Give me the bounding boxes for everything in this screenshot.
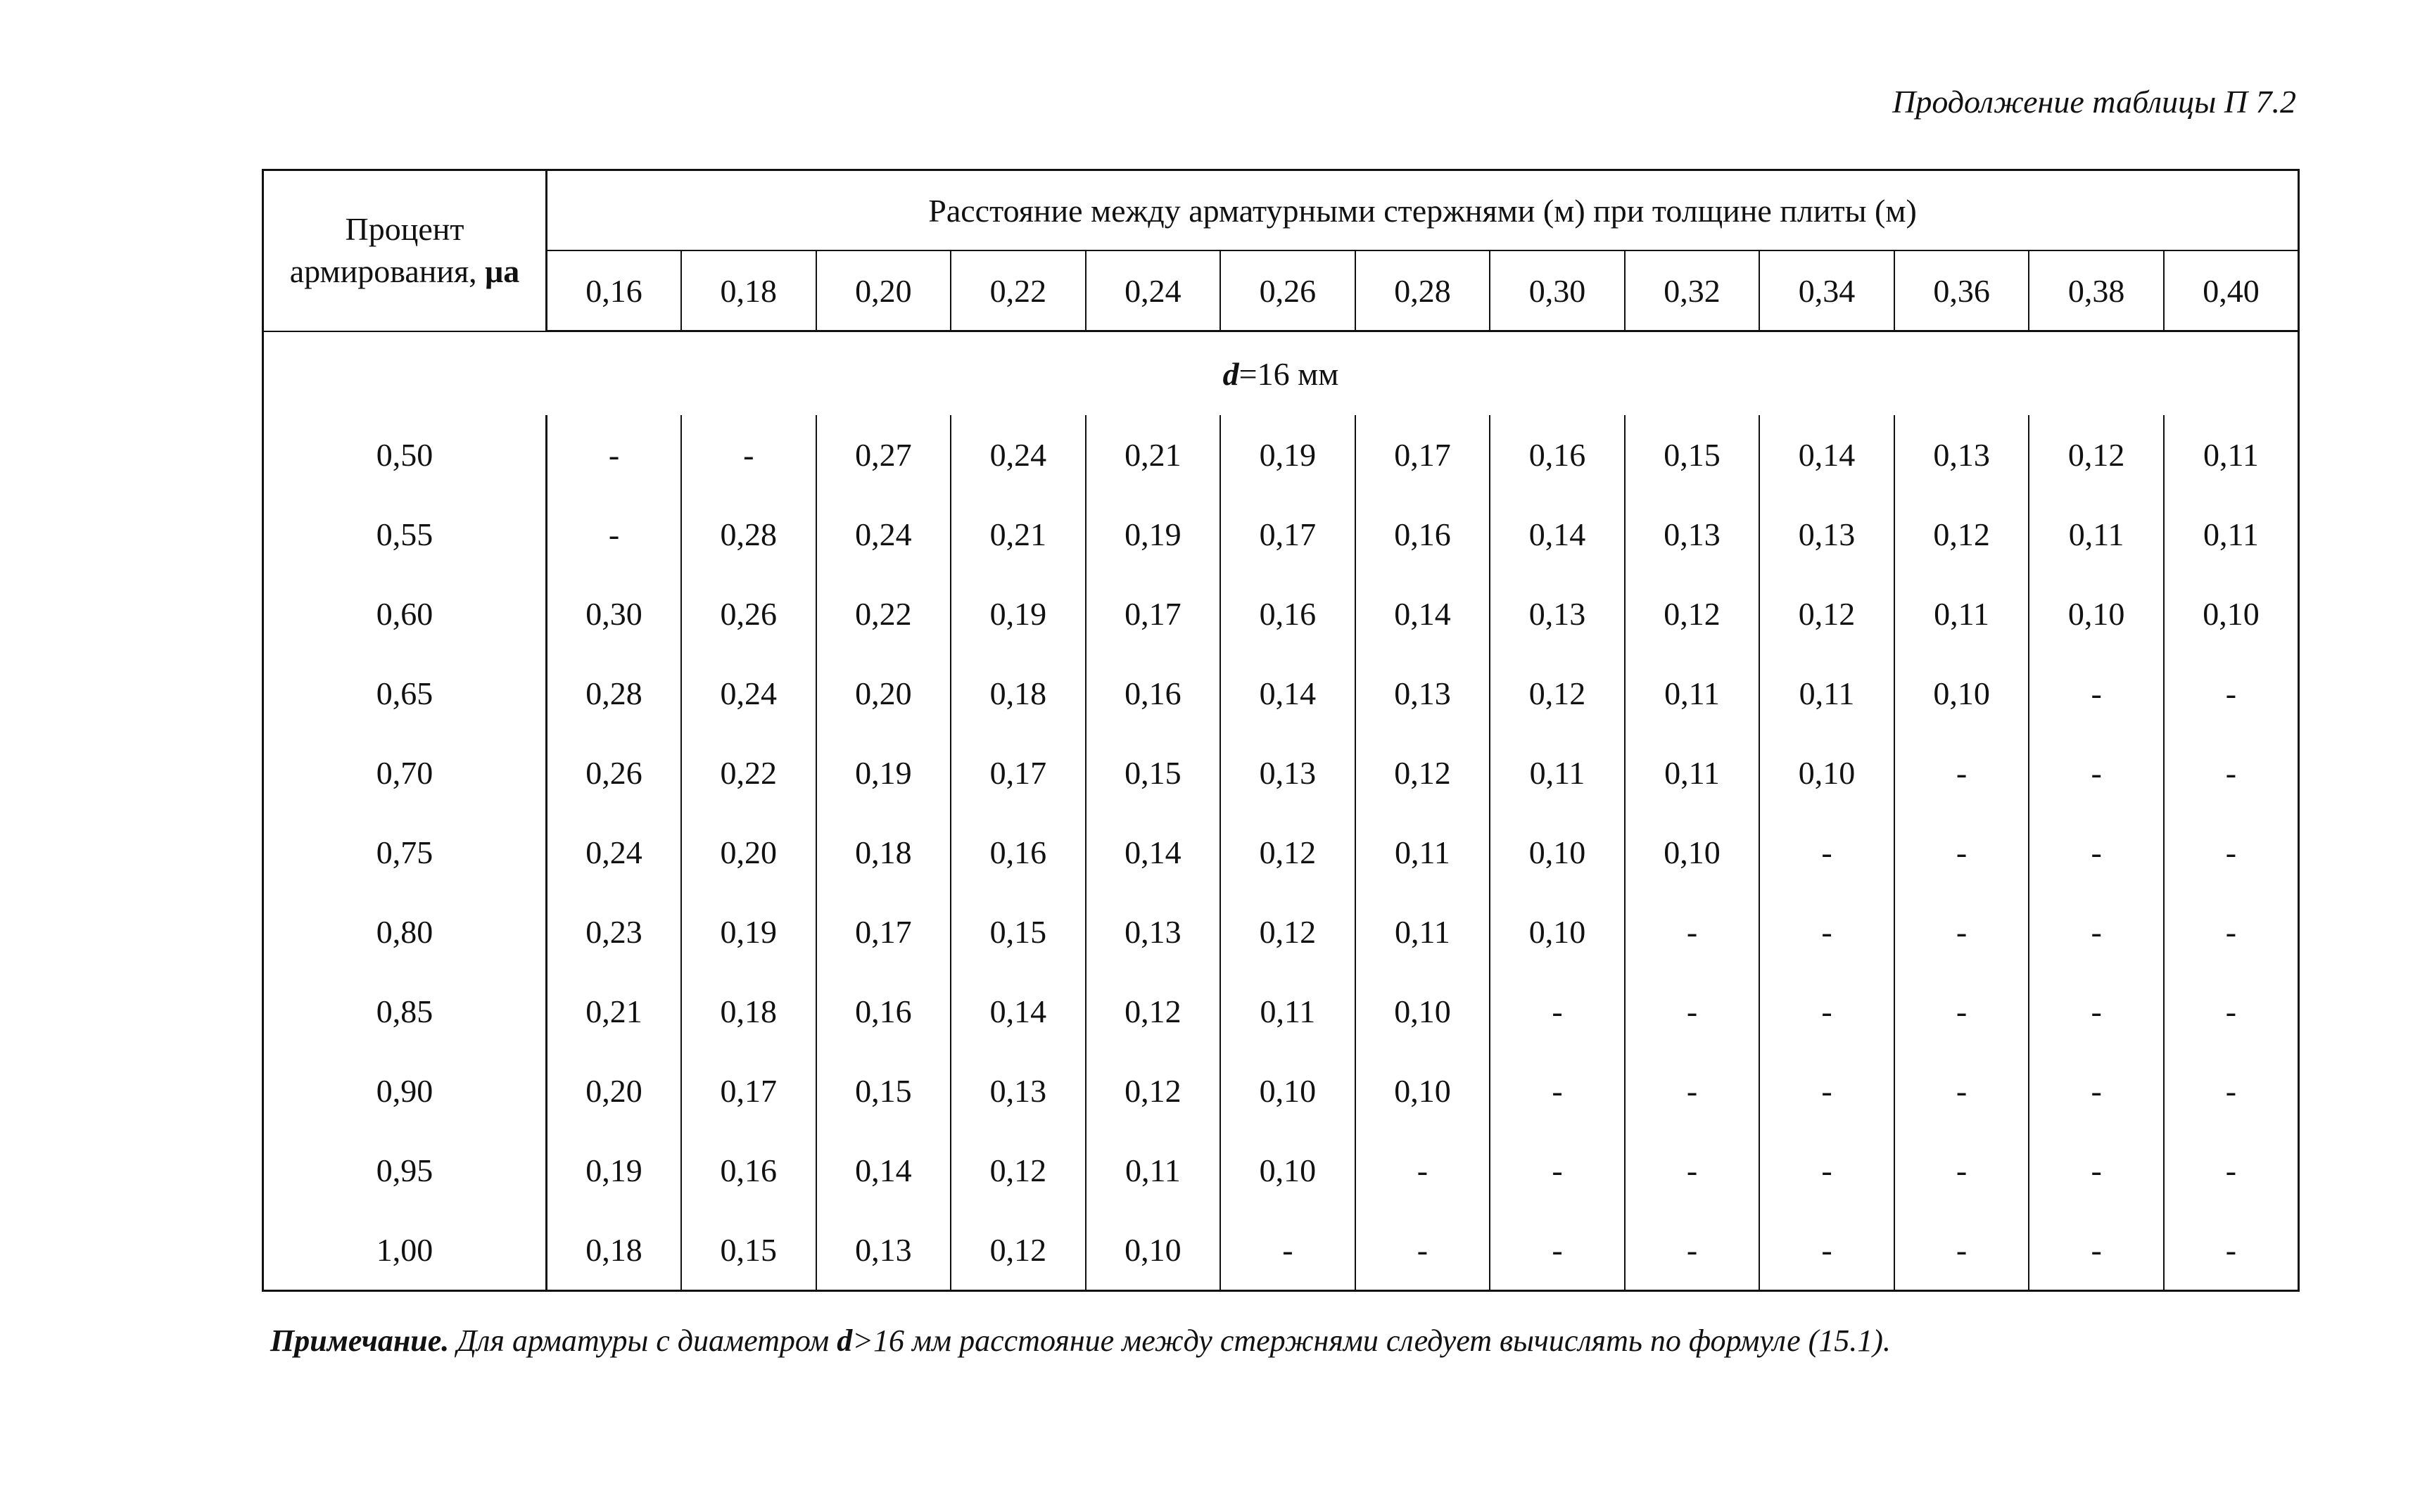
spacing-value-cell: 0,10 — [1086, 1210, 1221, 1291]
spacing-value-cell: 0,11 — [1759, 654, 1894, 733]
spacing-value-cell: 0,15 — [1625, 415, 1760, 495]
footnote-symbol: d — [837, 1323, 853, 1358]
spacing-value-cell: 0,19 — [1220, 415, 1355, 495]
spacing-value-cell: 0,12 — [2029, 415, 2164, 495]
spacing-value-cell: 0,19 — [816, 733, 951, 813]
spacing-value-cell: 0,17 — [681, 1051, 816, 1131]
spacing-value-cell: - — [1625, 892, 1760, 972]
spacing-value-cell: 0,11 — [1625, 733, 1760, 813]
spacing-value-cell: 0,19 — [951, 574, 1086, 654]
spacing-value-cell: - — [681, 415, 816, 495]
spacing-value-cell: 0,16 — [1220, 574, 1355, 654]
spacing-value-cell: 0,17 — [816, 892, 951, 972]
spacing-value-cell: 0,15 — [681, 1210, 816, 1291]
spacing-value-cell: 0,12 — [1220, 892, 1355, 972]
footnote-text-before: Для арматуры с диаметром — [449, 1323, 837, 1358]
spacing-value-cell: - — [1355, 1131, 1490, 1210]
spacing-value-cell: 0,10 — [1220, 1051, 1355, 1131]
spacing-value-cell: 0,16 — [681, 1131, 816, 1210]
table-row — [263, 1210, 2299, 1291]
spacing-value-cell: 0,12 — [1355, 733, 1490, 813]
spacing-value-cell: - — [2225, 1152, 2237, 1188]
spacing-value-cell: 0,10 — [2029, 574, 2164, 654]
spacing-value-cell: 0,21 — [951, 495, 1086, 574]
thickness-header-cell: 0,22 — [951, 250, 1086, 331]
spacing-value-cell: 0,10 — [1759, 733, 1894, 813]
spacing-value-cell: - — [1220, 1210, 1355, 1291]
spacing-value-cell: - — [1625, 1210, 1760, 1291]
spacing-value-cell: 0,14 — [951, 972, 1086, 1051]
footnote-text-after: >16 мм расстояние между стержнями следует вычислять по формуле (15.1). — [852, 1323, 1891, 1358]
percent-header-line1: Процент — [345, 211, 464, 248]
spacing-value-cell: 0,14 — [1220, 654, 1355, 733]
spacing-value-cell: - — [1894, 1131, 2029, 1210]
spacing-value-cell: - — [2225, 914, 2237, 950]
spacing-value-cell: 0,10 — [2203, 596, 2260, 632]
table-row — [263, 415, 2299, 495]
section-text: =16 мм — [1238, 355, 1339, 392]
thickness-header-cell: 0,36 — [1894, 250, 2029, 331]
spacing-value-cell: 0,11 — [1894, 574, 2029, 654]
footnote — [270, 1323, 1891, 1359]
spacing-value-cell: 0,16 — [1490, 415, 1625, 495]
spacing-value-cell: 0,20 — [681, 813, 816, 892]
percent-cell: 0,70 — [263, 733, 547, 813]
spacing-value-cell: 0,12 — [951, 1210, 1086, 1291]
spacing-value-cell: - — [2225, 675, 2237, 711]
percent-cell: 0,50 — [263, 415, 547, 495]
spacing-value-cell: - — [547, 415, 682, 495]
footnote-label: Примечание. — [270, 1323, 450, 1358]
spacing-value-cell: - — [1759, 892, 1894, 972]
spacing-value-cell: 0,16 — [1355, 495, 1490, 574]
spacing-value-cell: 0,20 — [816, 654, 951, 733]
table-row — [263, 813, 2299, 892]
thickness-header-cell: 0,16 — [547, 250, 682, 331]
spacing-value-cell: 0,17 — [1086, 574, 1221, 654]
spacing-value-cell: 0,13 — [816, 1210, 951, 1291]
spacing-value-cell: 0,11 — [2029, 495, 2164, 574]
spacing-value-cell: 0,14 — [1490, 495, 1625, 574]
spacing-value-cell: 0,15 — [1086, 733, 1221, 813]
thickness-header-cell: 0,26 — [1220, 250, 1355, 331]
thickness-header-cell: 0,30 — [1490, 250, 1625, 331]
table-row — [263, 1051, 2299, 1131]
spacing-value-cell: - — [2225, 1232, 2237, 1268]
table-continuation-caption: Продолжение таблицы П 7.2 — [1892, 84, 2296, 120]
thickness-header-cell: 0,38 — [2029, 250, 2164, 331]
spacing-value-cell: 0,12 — [1086, 1051, 1221, 1131]
spacing-value-cell: 0,16 — [816, 972, 951, 1051]
percent-cell: 0,55 — [263, 495, 547, 574]
spacing-value-cell: 0,11 — [2203, 437, 2259, 473]
spacing-value-cell: 0,11 — [1625, 654, 1760, 733]
percent-cell: 0,80 — [263, 892, 547, 972]
percent-cell: 0,75 — [263, 813, 547, 892]
spacing-value-cell: - — [547, 495, 682, 574]
table-row — [263, 654, 2299, 733]
spacing-value-cell: 0,28 — [547, 654, 682, 733]
thickness-header-row — [263, 250, 2299, 331]
spacing-value-cell: 0,16 — [951, 813, 1086, 892]
section-symbol: d — [1222, 355, 1239, 392]
spacing-value-cell: 0,18 — [547, 1210, 682, 1291]
spacing-value-cell: 0,23 — [547, 892, 682, 972]
percent-column-header — [263, 170, 547, 331]
spacing-value-cell: - — [1625, 1131, 1760, 1210]
spacing-value-cell: 0,15 — [816, 1051, 951, 1131]
spacing-value-cell: 0,14 — [1086, 813, 1221, 892]
spacing-value-cell: 0,13 — [951, 1051, 1086, 1131]
spacing-value-cell: 0,13 — [1220, 733, 1355, 813]
spacing-value-cell: - — [1894, 892, 2029, 972]
spacing-value-cell: - — [2225, 993, 2237, 1029]
section-label — [263, 331, 2299, 416]
spacing-span-header: Расстояние между арматурными стержнями (м) при толщине плиты (м) — [547, 170, 2299, 251]
spacing-value-cell: 0,13 — [1355, 654, 1490, 733]
spacing-value-cell: 0,28 — [681, 495, 816, 574]
spacing-value-cell: 0,11 — [1490, 733, 1625, 813]
spacing-value-cell: 0,19 — [681, 892, 816, 972]
spacing-value-cell: 0,17 — [1220, 495, 1355, 574]
thickness-header-cell: 0,20 — [816, 250, 951, 331]
spacing-value-cell: 0,13 — [1759, 495, 1894, 574]
percent-cell: 0,90 — [263, 1051, 547, 1131]
spacing-value-cell: 0,13 — [1894, 415, 2029, 495]
spacing-value-cell: 0,11 — [1355, 892, 1490, 972]
table-row — [263, 574, 2299, 654]
mu-symbol: μа — [485, 253, 520, 290]
spacing-value-cell: 0,22 — [816, 574, 951, 654]
spacing-value-cell: 0,10 — [1894, 654, 2029, 733]
spacing-value-cell: 0,11 — [1086, 1131, 1221, 1210]
spacing-value-cell: - — [1490, 1051, 1625, 1131]
spacing-value-cell: 0,10 — [1625, 813, 1760, 892]
spacing-value-cell: - — [1355, 1210, 1490, 1291]
spacing-value-cell: 0,30 — [547, 574, 682, 654]
thickness-header-cell: 0,18 — [681, 250, 816, 331]
spacing-value-cell: - — [1894, 1051, 2029, 1131]
spacing-value-cell: - — [1490, 1131, 1625, 1210]
spacing-value-cell: - — [1625, 972, 1760, 1051]
spacing-value-cell: 0,10 — [1220, 1131, 1355, 1210]
spacing-value-cell: 0,12 — [1625, 574, 1760, 654]
spacing-value-cell: 0,12 — [1220, 813, 1355, 892]
spacing-value-cell: 0,26 — [547, 733, 682, 813]
spacing-value-cell: - — [2029, 972, 2164, 1051]
thickness-header-cell: 0,28 — [1355, 250, 1490, 331]
spacing-value-cell: 0,26 — [681, 574, 816, 654]
spacing-value-cell: 0,13 — [1086, 892, 1221, 972]
spacing-value-cell: 0,18 — [951, 654, 1086, 733]
spacing-value-cell: - — [1759, 972, 1894, 1051]
thickness-header-cell: 0,34 — [1759, 250, 1894, 331]
percent-cell: 0,85 — [263, 972, 547, 1051]
spacing-value-cell: 0,10 — [1490, 892, 1625, 972]
spacing-value-cell: 0,14 — [816, 1131, 951, 1210]
spacing-value-cell: - — [2225, 755, 2237, 791]
spacing-value-cell: - — [1894, 733, 2029, 813]
percent-cell: 1,00 — [263, 1210, 547, 1291]
reinforcement-spacing-table — [262, 169, 2300, 1292]
spacing-value-cell: 0,24 — [951, 415, 1086, 495]
spacing-value-cell: 0,12 — [1894, 495, 2029, 574]
spacing-value-cell: 0,18 — [816, 813, 951, 892]
spacing-value-cell: 0,12 — [1490, 654, 1625, 733]
spacing-value-cell: - — [1894, 813, 2029, 892]
spacing-value-cell: - — [2029, 733, 2164, 813]
percent-header-line2: армирования, — [289, 253, 486, 290]
table-row — [263, 892, 2299, 972]
spacing-value-cell: 0,17 — [951, 733, 1086, 813]
spacing-value-cell: - — [2029, 813, 2164, 892]
spacing-value-cell: - — [1490, 972, 1625, 1051]
spacing-value-cell: 0,16 — [1086, 654, 1221, 733]
spacing-value-cell: - — [1759, 1131, 1894, 1210]
percent-cell: 0,95 — [263, 1131, 547, 1210]
spacing-value-cell: 0,11 — [2203, 516, 2259, 552]
spacing-value-cell: - — [1894, 1210, 2029, 1291]
spacing-value-cell: 0,14 — [1759, 415, 1894, 495]
thickness-header-cell: 0,40 — [2164, 250, 2299, 331]
spacing-value-cell: 0,14 — [1355, 574, 1490, 654]
spacing-value-cell: 0,20 — [547, 1051, 682, 1131]
spacing-value-cell: 0,10 — [1355, 1051, 1490, 1131]
spacing-value-cell: 0,17 — [1355, 415, 1490, 495]
table-row — [263, 733, 2299, 813]
spacing-value-cell: - — [1759, 813, 1894, 892]
spacing-value-cell: - — [1894, 972, 2029, 1051]
spacing-value-cell: 0,12 — [951, 1131, 1086, 1210]
spacing-value-cell: 0,13 — [1625, 495, 1760, 574]
spacing-value-cell: 0,22 — [681, 733, 816, 813]
table-row — [263, 495, 2299, 574]
spacing-value-cell: - — [1490, 1210, 1625, 1291]
spacing-value-cell: 0,18 — [681, 972, 816, 1051]
spacing-value-cell: 0,12 — [1759, 574, 1894, 654]
spacing-value-cell: 0,19 — [547, 1131, 682, 1210]
thickness-header-cell: 0,32 — [1625, 250, 1760, 331]
spacing-value-cell: 0,11 — [1355, 813, 1490, 892]
spacing-value-cell: 0,21 — [547, 972, 682, 1051]
spacing-value-cell: 0,10 — [1490, 813, 1625, 892]
section-row — [263, 331, 2299, 416]
spacing-value-cell: - — [2225, 834, 2237, 870]
spacing-value-cell: - — [2029, 1131, 2164, 1210]
spacing-value-cell: 0,15 — [951, 892, 1086, 972]
thickness-header-cell: 0,24 — [1086, 250, 1221, 331]
spacing-value-cell: - — [2029, 1051, 2164, 1131]
spacing-value-cell: - — [1759, 1051, 1894, 1131]
spacing-value-cell: - — [2225, 1073, 2237, 1109]
spacing-value-cell: 0,27 — [816, 415, 951, 495]
spacing-value-cell: 0,11 — [1220, 972, 1355, 1051]
spacing-value-cell: 0,24 — [547, 813, 682, 892]
spacing-value-cell: 0,24 — [816, 495, 951, 574]
spacing-value-cell: - — [2029, 1210, 2164, 1291]
spacing-value-cell: 0,21 — [1086, 415, 1221, 495]
table-row — [263, 972, 2299, 1051]
spacing-value-cell: 0,13 — [1490, 574, 1625, 654]
spacing-value-cell: - — [1625, 1051, 1760, 1131]
spacing-value-cell: 0,24 — [681, 654, 816, 733]
percent-cell: 0,60 — [263, 574, 547, 654]
table-row — [263, 1131, 2299, 1210]
spacing-value-cell: 0,12 — [1086, 972, 1221, 1051]
percent-cell: 0,65 — [263, 654, 547, 733]
spacing-value-cell: 0,19 — [1086, 495, 1221, 574]
spacing-value-cell: 0,10 — [1355, 972, 1490, 1051]
spacing-value-cell: - — [1759, 1210, 1894, 1291]
spacing-value-cell: - — [2029, 892, 2164, 972]
spacing-value-cell: - — [2029, 654, 2164, 733]
